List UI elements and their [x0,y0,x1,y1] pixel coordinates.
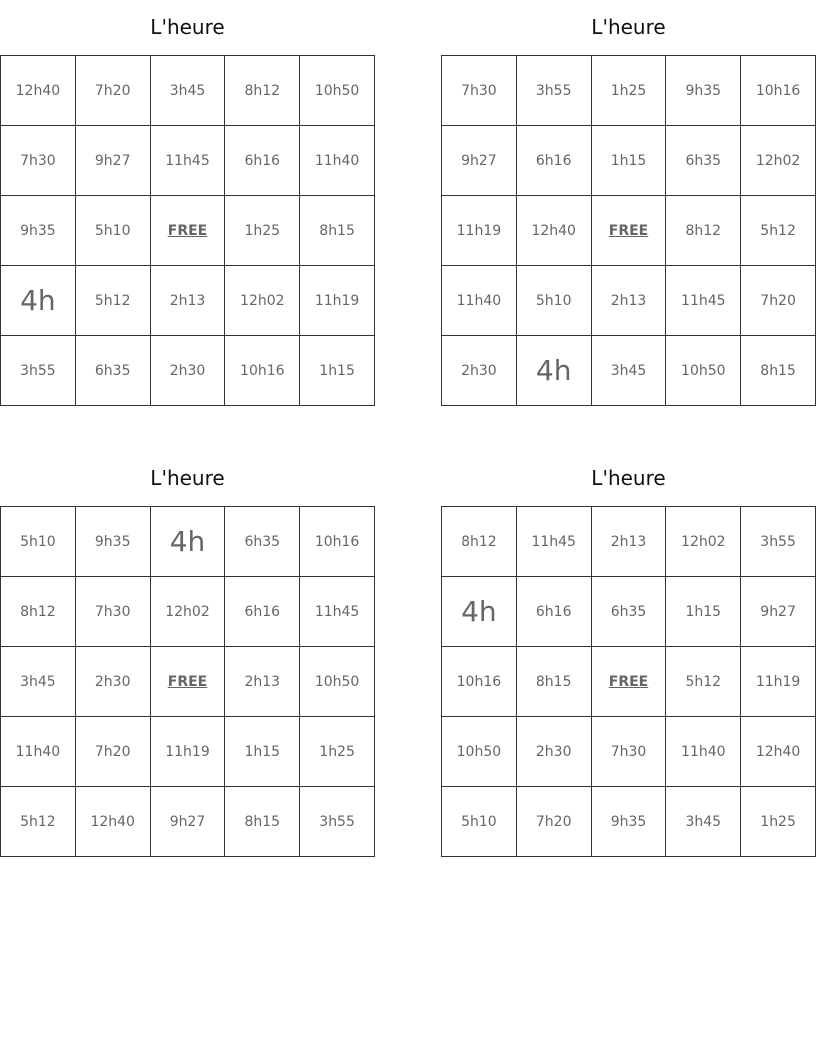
grid-cell: 7h20 [75,56,150,126]
grid-cell: 10h16 [442,647,517,717]
grid-cell: 12h40 [741,717,816,787]
grid-row [442,56,816,126]
grid-cell: 4h [1,266,76,336]
card-title: L'heure [591,15,666,39]
grid-cell: 3h45 [591,336,666,406]
grid-cell: 3h45 [150,56,225,126]
grid-cell: 10h50 [300,647,375,717]
grid-cell: 2h13 [225,647,300,717]
grid-cell: 9h27 [442,126,517,196]
grid-row [442,126,816,196]
grid-row [442,787,816,857]
grid-cell: 12h40 [75,787,150,857]
grid-row [1,577,375,647]
grid-row [1,336,375,406]
grid-cell: 10h16 [741,56,816,126]
grid-cell: 6h16 [225,126,300,196]
grid-cell: 8h12 [1,577,76,647]
grid-cell: 5h12 [666,647,741,717]
grid-cell: 1h15 [225,717,300,787]
grid-cell: 5h10 [442,787,517,857]
grid-row [442,507,816,577]
grid-cell: 2h30 [150,336,225,406]
grid-cell: 3h55 [516,56,591,126]
grid-cell: 11h40 [666,717,741,787]
grid-row [442,196,816,266]
grid-cell: 8h12 [442,507,517,577]
card-title: L'heure [591,466,666,490]
grid-cell: 2h13 [150,266,225,336]
grid-cell: 7h30 [1,126,76,196]
free-space-cell: FREE [591,647,666,717]
grid-cell: 7h30 [75,577,150,647]
grid-cell: 11h19 [150,717,225,787]
grid-row [1,717,375,787]
grid-cell: 6h16 [516,126,591,196]
free-space-cell: FREE [591,196,666,266]
grid-row [1,266,375,336]
card-title: L'heure [150,466,225,490]
grid-row [442,717,816,787]
grid-cell: 10h50 [442,717,517,787]
grid-cell: 10h16 [225,336,300,406]
grid-cell: 3h45 [666,787,741,857]
grid-cell: 8h15 [741,336,816,406]
grid-cell: 9h35 [591,787,666,857]
grid-cell: 7h30 [591,717,666,787]
grid-cell: 6h35 [666,126,741,196]
grid-cell: 11h19 [741,647,816,717]
grid-row [1,507,375,577]
grid-cell: 2h30 [75,647,150,717]
grid-cell: 9h35 [75,507,150,577]
grid-cell: 1h15 [666,577,741,647]
grid-row [1,126,375,196]
grid-cell: 11h40 [1,717,76,787]
grid-cell: 10h50 [666,336,741,406]
grid-row [442,647,816,717]
grid-cell: 7h30 [442,56,517,126]
grid-row [442,266,816,336]
grid-cell: 12h40 [516,196,591,266]
grid-cell: 9h27 [741,577,816,647]
grid-cell: 5h12 [741,196,816,266]
grid-cell: 9h27 [75,126,150,196]
grid-cell: 7h20 [75,717,150,787]
grid-cell: 11h40 [442,266,517,336]
grid-cell: 12h02 [150,577,225,647]
grid-cell: 5h12 [1,787,76,857]
grid-cell: 9h27 [150,787,225,857]
grid-cell: 1h25 [591,56,666,126]
grid-cell: 12h02 [666,507,741,577]
grid-cell: 12h40 [1,56,76,126]
grid-cell: 2h13 [591,266,666,336]
grid-row [1,56,375,126]
grid-cell: 9h35 [666,56,741,126]
grid-cell: 10h50 [300,56,375,126]
grid-row [442,336,816,406]
grid-cell: 8h15 [300,196,375,266]
grid-cell: 12h02 [741,126,816,196]
grid-cell: 11h19 [300,266,375,336]
grid-row [1,196,375,266]
grid-cell: 9h35 [1,196,76,266]
grid-cell: 3h45 [1,647,76,717]
grid-cell: 11h19 [442,196,517,266]
grid-cell: 1h15 [591,126,666,196]
free-space-cell: FREE [150,196,225,266]
grid-row [1,787,375,857]
bingo-grid [0,506,375,857]
grid-cell: 8h12 [225,56,300,126]
grid-cell: 7h20 [741,266,816,336]
grid-cell: 5h10 [75,196,150,266]
grid-cell: 11h45 [150,126,225,196]
bingo-grid [0,55,375,406]
grid-cell: 1h25 [225,196,300,266]
grid-row [442,577,816,647]
grid-cell: 11h40 [300,126,375,196]
grid-cell: 1h25 [741,787,816,857]
grid-cell: 8h12 [666,196,741,266]
grid-cell: 6h16 [516,577,591,647]
grid-cell: 2h30 [442,336,517,406]
grid-cell: 4h [442,577,517,647]
grid-cell: 5h10 [1,507,76,577]
grid-cell: 4h [516,336,591,406]
bingo-grid [441,506,816,857]
grid-cell: 1h15 [300,336,375,406]
grid-cell: 4h [150,507,225,577]
grid-cell: 12h02 [225,266,300,336]
free-space-cell: FREE [150,647,225,717]
grid-cell: 2h30 [516,717,591,787]
grid-cell: 7h20 [516,787,591,857]
grid-cell: 11h45 [666,266,741,336]
grid-cell: 6h35 [591,577,666,647]
grid-cell: 6h16 [225,577,300,647]
grid-cell: 5h12 [75,266,150,336]
grid-cell: 6h35 [225,507,300,577]
grid-cell: 8h15 [516,647,591,717]
card-title: L'heure [150,15,225,39]
grid-cell: 6h35 [75,336,150,406]
grid-cell: 8h15 [225,787,300,857]
grid-cell: 3h55 [1,336,76,406]
bingo-grid [441,55,816,406]
grid-cell: 2h13 [591,507,666,577]
grid-cell: 3h55 [300,787,375,857]
grid-cell: 11h45 [300,577,375,647]
grid-cell: 5h10 [516,266,591,336]
grid-cell: 11h45 [516,507,591,577]
grid-row [1,647,375,717]
grid-cell: 10h16 [300,507,375,577]
grid-cell: 1h25 [300,717,375,787]
grid-cell: 3h55 [741,507,816,577]
